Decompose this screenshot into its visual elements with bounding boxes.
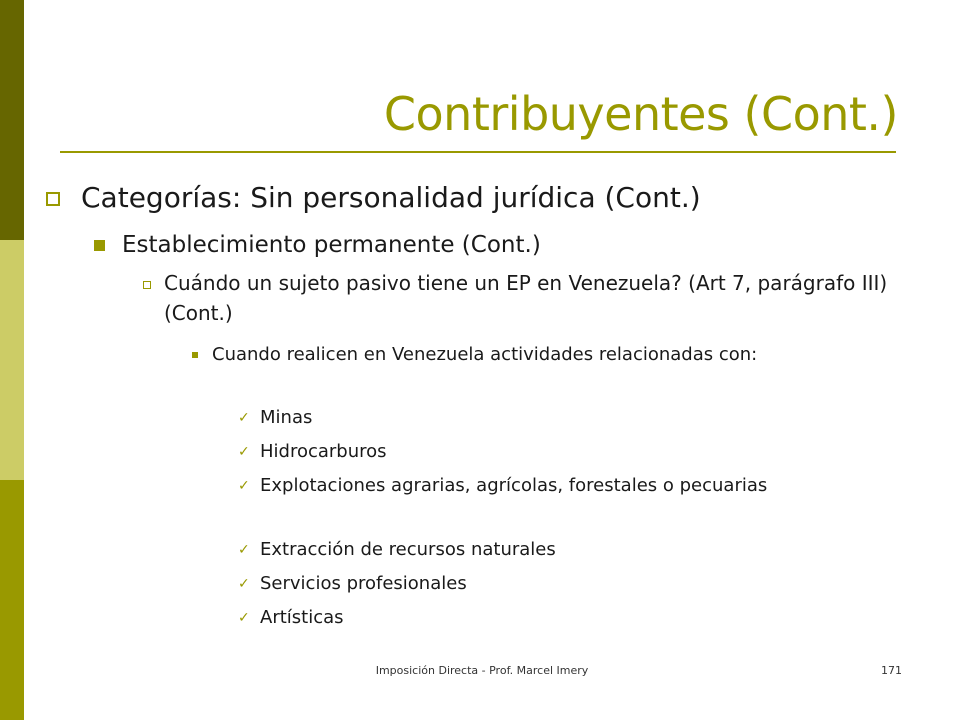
sidebar-segment-bottom [0, 480, 24, 720]
bullet-level1-text: Categorías: Sin personalidad jurídica (Cont.) [81, 181, 701, 214]
sidebar-segment-middle [0, 240, 24, 480]
check-item-text: Artísticas [260, 607, 344, 628]
check-item-text: Minas [260, 407, 313, 428]
check-item-text: Servicios profesionales [260, 573, 467, 594]
checkmark-icon: ✓ [238, 542, 250, 558]
filled-square-icon [94, 240, 105, 251]
sidebar-segment-top [0, 0, 24, 240]
page-number: 171 [881, 664, 902, 677]
check-item-text: Hidrocarburos [260, 441, 387, 462]
checkmark-icon: ✓ [238, 610, 250, 626]
slide-footer [0, 661, 960, 681]
bullet-level3-text: Cuándo un sujeto pasivo tiene un EP en Venezuela? (Art 7, parágrafo III) (Cont.) [164, 271, 888, 325]
checkmark-icon: ✓ [238, 478, 250, 494]
checkmark-icon: ✓ [238, 576, 250, 592]
check-item-text: Explotaciones agrarias, agrícolas, forestales o pecuarias [260, 475, 768, 496]
footer-text: Imposición Directa - Prof. Marcel Imery [375, 664, 589, 677]
small-hollow-square-icon [143, 281, 151, 289]
checkmark-icon: ✓ [238, 410, 250, 426]
bullet-level2-text: Establecimiento permanente (Cont.) [122, 232, 541, 258]
check-item-text: Extracción de recursos naturales [260, 539, 556, 560]
slide-title: Contribuyentes (Cont.) [383, 87, 898, 141]
hollow-square-icon [46, 192, 60, 206]
sidebar-accent-bar [0, 0, 24, 720]
bullet-level4-text: Cuando realicen en Venezuela actividades relacionadas con: [212, 344, 758, 365]
title-underline [60, 151, 896, 153]
checkmark-icon: ✓ [238, 444, 250, 460]
small-filled-square-icon [192, 352, 198, 358]
